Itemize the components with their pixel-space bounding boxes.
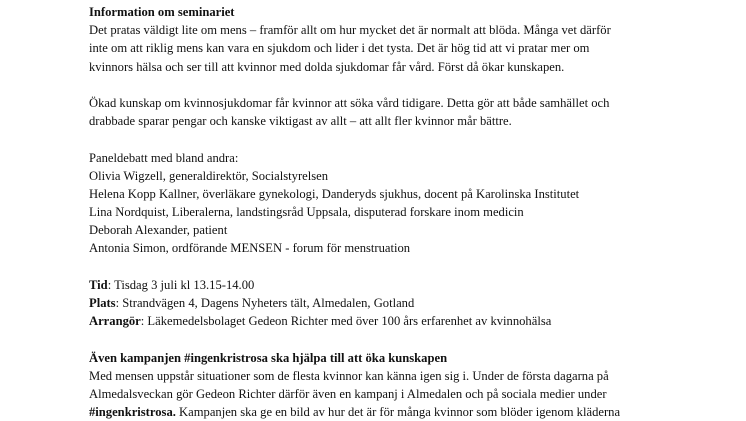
panel-member: Helena Kopp Kallner, överläkare gynekologi, Danderyds sjukhus, docent på Karolinska Institutet [89,186,580,201]
seminar-para1-line: Det pratas väldigt lite om mens – framför allt om hur mycket det är normalt att blöda. Många vet därför [89,23,611,38]
panel-member: Olivia Wigzell, generaldirektör, Socialstyrelsen [89,168,329,183]
event-place-label: Plats [89,296,116,310]
document-page [89,0,729,421]
paragraph-gap [89,76,729,94]
seminar-para1-line: kvinnors hälsa och ser till att kvinnor med dolda sjukdomar får vård. Först då ökar kunskapen. [89,59,565,74]
seminar-para2-line: drabbade sparar pengar och kanske viktigast av allt – att allt fler kvinnor mår bättre. [89,114,512,129]
event-time [89,276,729,294]
campaign-line: Almedalsveckan gör Gedeon Richter därför även en kampanj i Almedalen och på sociala medier under [89,386,607,401]
event-place-value: : Strandvägen 4, Dagens Nyheters tält, Almedalen, Gotland [115,296,415,310]
event-organizer-value: : Läkemedelsbolaget Gedeon Richter med över 100 års erfarenhet av kvinnohälsa [140,314,552,329]
seminar-para2-line: Ökad kunskap om kvinnosjukdomar får kvinnor att söka vård tidigare. Detta gör att både samhället och [89,95,610,110]
event-time-label: Tid [89,277,108,292]
campaign-hashtag: #ingenkristrosa. [89,405,176,420]
paragraph-gap [89,330,729,348]
campaign-line-rest: Kampanjen ska ge en bild av hur det är för många kvinnor som blöder igenom kläderna [175,405,621,420]
event-time-value: : Tisdag 3 juli kl 13.15-14.00 [107,277,255,292]
event-organizer [89,312,729,330]
panel-member: Antonia Simon, ordförande MENSEN - forum för menstruation [89,241,411,256]
seminar-para1-line: inte om att riklig mens kan vara en sjukdom och lider i det tysta. Det är hög tid att vi pratar mer om [89,41,590,56]
panel-intro: Paneldebatt med bland andra: [89,150,239,165]
paragraph-gap [89,130,729,148]
seminar-info-heading: Information om seminariet [89,5,235,19]
event-place [89,294,729,312]
paragraph-gap [89,258,729,276]
campaign-heading: Även kampanjen #ingenkristrosa ska hjälpa till att öka kunskapen [89,350,448,365]
panel-member: Deborah Alexander, patient [89,223,228,238]
panel-member: Lina Nordquist, Liberalerna, landstingsråd Uppsala, disputerad forskare inom medicin [89,205,524,220]
campaign-line: Med mensen uppstår situationer som de flesta kvinnor kan känna igen sig i. Under de första dagarna på [89,368,609,383]
campaign-line [89,403,729,421]
event-organizer-label: Arrangör [89,314,141,329]
